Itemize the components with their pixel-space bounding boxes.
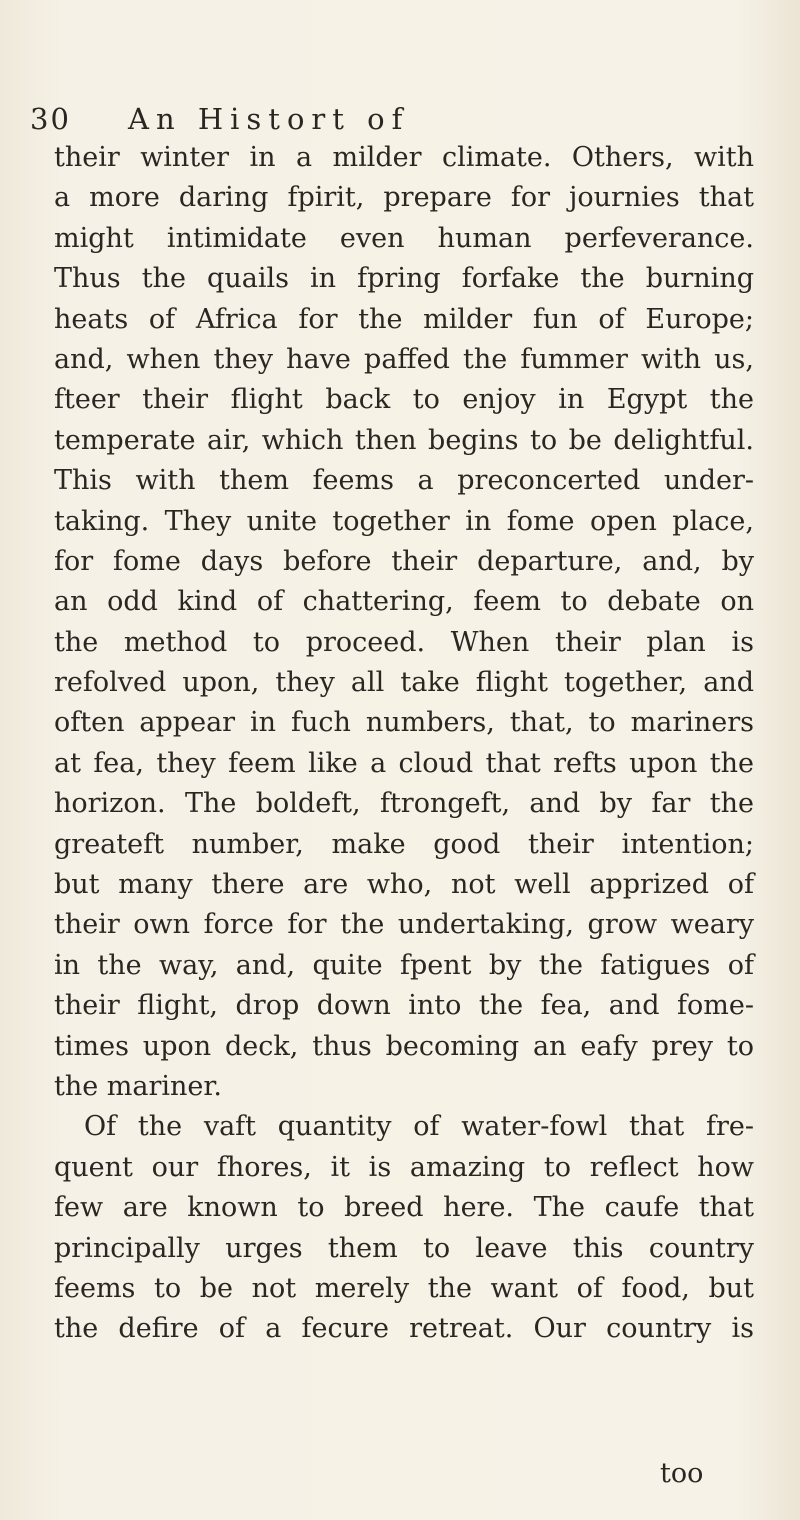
text-line: for fome days before their departure, and, by — [54, 545, 754, 577]
text-line: fteer their flight back to enjoy in Egypt the — [54, 384, 754, 416]
page-header — [30, 102, 770, 142]
text-line: might intimidate even human perfeverance. — [54, 222, 754, 254]
text-line: a more daring fpirit, prepare for journies that — [54, 182, 754, 214]
catchword: too — [660, 1458, 704, 1489]
body-text — [54, 138, 754, 1350]
text-line: taking. They unite together in fome open place, — [54, 505, 754, 537]
text-line: but many there are who, not well apprized of — [54, 869, 754, 901]
text-line: and, when they have paffed the fummer with us, — [54, 343, 754, 375]
text-line: their flight, drop down into the fea, and fome- — [54, 990, 754, 1022]
text-line: refolved upon, they all take flight together, and — [54, 667, 754, 699]
text-line: quent our fhores, it is amazing to reflect how — [54, 1151, 754, 1183]
text-line: principally urges them to leave this country — [54, 1232, 754, 1264]
text-line: often appear in fuch numbers, that, to mariners — [54, 707, 754, 739]
text-line: heats of Africa for the milder fun of Europe; — [54, 303, 754, 335]
text-line: temperate air, which then begins to be delightful. — [54, 424, 754, 456]
text-line: their own force for the undertaking, grow weary — [54, 909, 754, 941]
text-line: feems to be not merely the want of food, but — [54, 1272, 754, 1304]
text-line: few are known to breed here. The caufe that — [54, 1192, 754, 1224]
text-line: their winter in a milder climate. Others, with — [54, 142, 754, 173]
text-line: times upon deck, thus becoming an eafy prey to — [54, 1030, 754, 1062]
text-line: Thus the quails in fpring forfake the burning — [54, 263, 754, 295]
text-line: horizon. The boldeft, ftrongeft, and by far the — [54, 788, 754, 820]
text-line: the defire of a fecure retreat. Our country is — [54, 1313, 754, 1345]
text-line: an odd kind of chattering, feem to debate on — [54, 586, 754, 618]
text-line: Of the vaft quantity of water-fowl that fre- — [84, 1111, 754, 1143]
running-title: An Histort of — [128, 102, 410, 136]
page-number: 30 — [30, 102, 71, 136]
text-line: greateft number, make good their intention; — [54, 828, 754, 860]
text-line: at fea, they feem like a cloud that refts upon the — [54, 747, 754, 779]
text-line: in the way, and, quite fpent by the fatigues of — [54, 949, 754, 981]
text-line: the mariner. — [54, 1070, 222, 1102]
text-line: This with them feems a preconcerted under- — [54, 465, 754, 497]
text-line: the method to proceed. When their plan is — [54, 626, 754, 658]
